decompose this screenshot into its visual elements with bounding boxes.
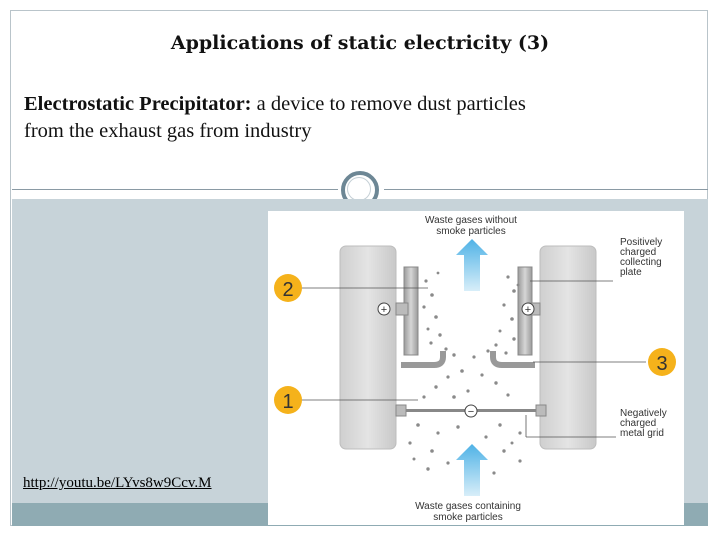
right-wall [540,246,596,449]
description-line-2: from the exhaust gas from industry [24,120,312,142]
slide-body-text [24,91,704,145]
divider-left [12,189,338,190]
precipitator-diagram [268,211,684,525]
slide-title: Applications of static electricity (3) [170,32,550,54]
grid-minus-symbol: − [467,406,475,418]
top-label-line-2: smoke particles [436,226,506,237]
plate-label-line-4: plate [620,267,642,278]
precipitator-svg [268,211,684,525]
plate-label-line-3: collecting [620,257,662,268]
right-grid-connector [536,405,546,416]
bottom-flow-arrow [456,444,488,496]
plate-label-line-1: Positively [620,237,663,248]
grid-label-line-2: charged [620,418,657,429]
bottom-label-line-1: Waste gases containing [415,501,521,512]
left-grid-connector [396,405,406,416]
smoke-particles [408,272,521,475]
callout-3-number: 3 [656,353,668,375]
top-flow-arrow [456,239,488,291]
video-link[interactable]: http://youtu.be/LYvs8w9Ccv.M [23,475,212,491]
description-line-1: a device to remove dust particles [251,93,526,115]
divider-right [384,189,708,190]
callout-1-number: 1 [282,391,294,413]
term-label: Electrostatic Precipitator: [24,93,252,115]
grid-label-line-1: Negatively [620,408,667,419]
plate-label-line-2: charged [620,247,657,258]
bottom-label-line-2: smoke particles [433,512,503,523]
left-plate-connector [396,303,408,315]
grid-label-line-3: metal grid [620,428,664,439]
left-wall [340,246,396,449]
callout-2-number: 2 [282,279,294,301]
left-plus-symbol: + [380,304,388,316]
top-label-line-1: Waste gases without [425,215,517,226]
right-plus-symbol: + [524,304,532,316]
